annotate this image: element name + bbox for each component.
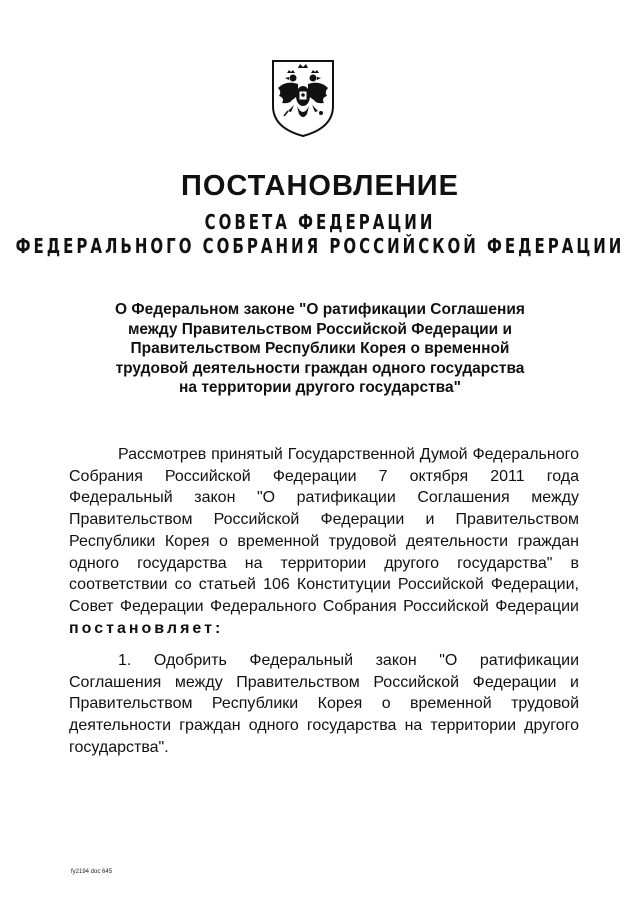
preamble-paragraph (69, 444, 579, 639)
paragraph-line: Правительством Российской Федерации и Правительством (69, 511, 579, 529)
heading-line: О Федеральном законе "О ратификации Соглашения (115, 301, 525, 318)
heading-line: трудовой деятельности граждан одного государства (115, 359, 525, 377)
heading-line: между Правительством Российской Федерации и (127, 320, 513, 338)
paragraph-line: Соглашения между Правительством Российской Федерации и (69, 673, 579, 691)
paragraph-line: государства". (69, 738, 169, 756)
paragraph-line: Собрания Российской Федерации 7 октября 2011 года (69, 467, 579, 485)
paragraph-line: деятельности граждан одного государства на территории другого (69, 717, 579, 735)
document-file-code: fy2194 doc 645 (71, 869, 113, 875)
heading-line: Правительством Республики Корея о временной (130, 340, 510, 357)
paragraph-line: Республики Корея о временной трудовой деятельности граждан (69, 532, 579, 550)
document-subtitle-line2: ФЕДЕРАЛЬНОГО СОБРАНИЯ РОССИЙСКОЙ ФЕДЕРАЦИИ (15, 233, 625, 259)
paragraph-line: 1. Одобрить Федеральный закон "О ратификации (118, 652, 579, 669)
resolution-heading (90, 300, 550, 398)
coat-of-arms-icon (270, 58, 336, 138)
paragraph-line: Рассмотрев принятый Государственной Думой Федерального (118, 446, 579, 463)
paragraph-line: одного государства на территории другого государства" в (69, 554, 579, 572)
resolves-keyword: постановляет: (69, 619, 224, 637)
document-subtitle-line1: СОВЕТА ФЕДЕРАЦИИ (204, 209, 436, 235)
paragraph-line: соответствии со статьей 106 Конституции Российской Федерации, (69, 576, 579, 594)
paragraph-line: Федеральный закон "О ратификации Соглашения между (69, 489, 579, 507)
paragraph-line: Правительством Республики Корея о временной трудовой (69, 695, 579, 713)
document-title: ПОСТАНОВЛЕНИЕ (181, 170, 459, 202)
paragraph-line: Совет Федерации Федерального Собрания Российской Федерации (69, 597, 579, 615)
heading-line: на территории другого государства" (179, 379, 461, 396)
clause-1-paragraph (69, 650, 579, 759)
